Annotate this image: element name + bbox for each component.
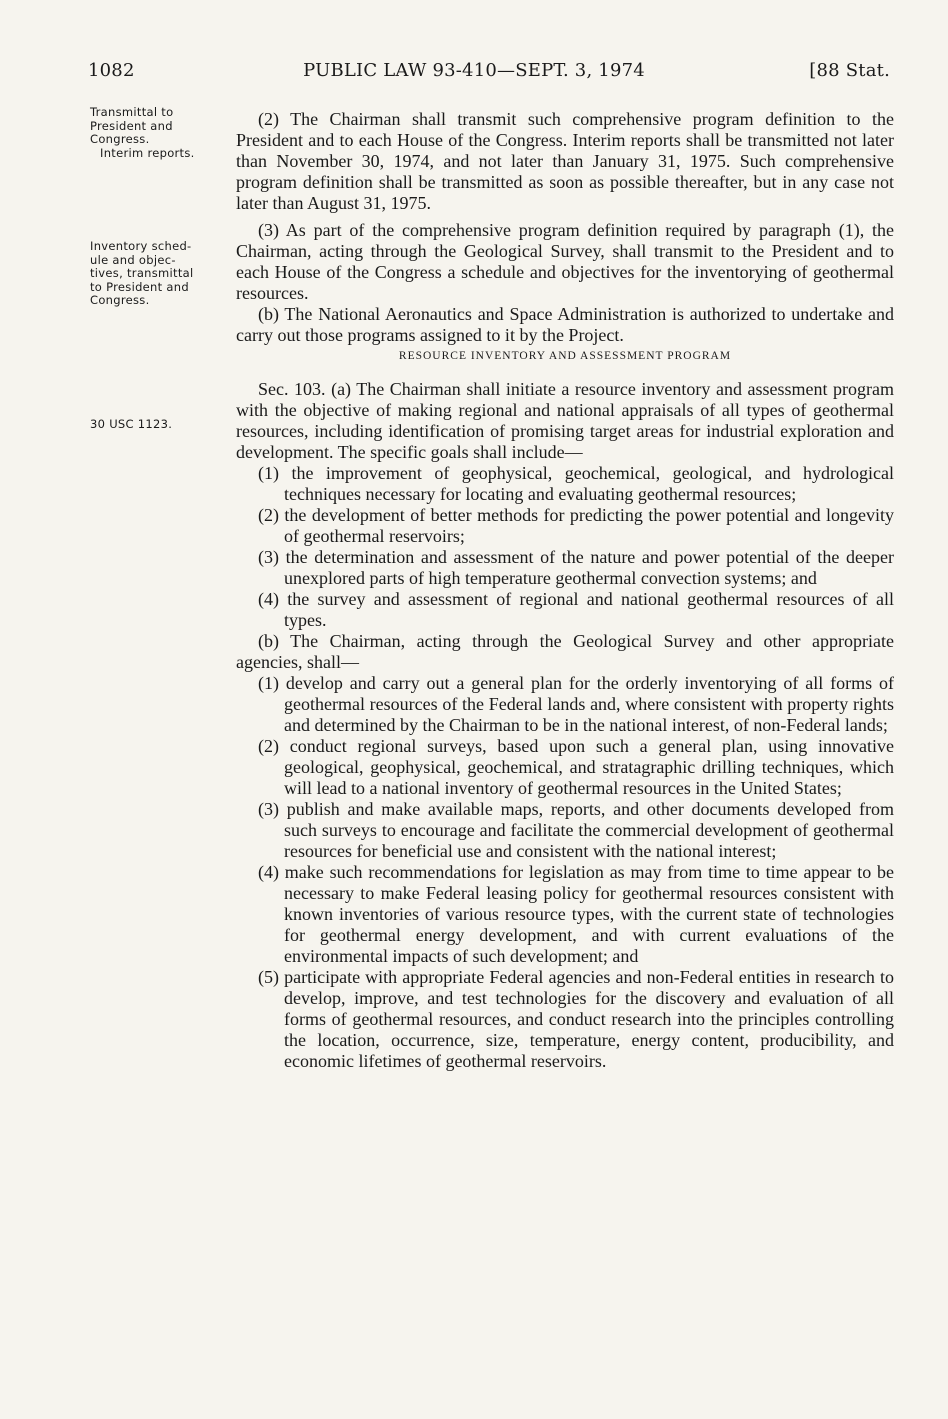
goal-item: (1) the improvement of geophysical, geochemical, geological, and hydrological techniques necessary for locating and evaluating geothermal resources; <box>258 463 894 504</box>
duty-item: (3) publish and make available maps, reports, and other documents developed from such surveys to encourage and facilitate the commercial development of geothermal resources for beneficial use and consistent with the national interest; <box>258 799 894 861</box>
statute-reference: [88 Stat. <box>809 60 890 81</box>
section-103-a: Sec. 103. (a) The Chairman shall initiate a resource inventory and assessment program with the objective of making regional and national appraisals of all types of geothermal resources, including identification of promising target areas for industrial exploration and development. The specific goals shall include— <box>236 379 894 462</box>
goal-item: (4) the survey and assessment of regional and national geothermal resources of all types. <box>258 589 894 630</box>
goal-item: (2) the development of better methods for predicting the power potential and longevity of geothermal reservoirs; <box>258 505 894 546</box>
margin-note-line: Congress. <box>90 293 150 307</box>
margin-note-line: Congress. <box>90 132 150 146</box>
margin-note-line: Inventory sched- <box>90 239 192 253</box>
margin-note-usc <box>90 418 220 432</box>
running-title: PUBLIC LAW 93-410—SEPT. 3, 1974 <box>303 60 645 81</box>
paragraph-2: (2) The Chairman shall transmit such comprehensive program definition to the President and to each House of the Congress. Interim reports shall be transmitted not later than November 30, 1974, and not later than January 31, 1975. Such comprehensive program definition shall be transmitted as soon as possible thereafter, but in any case not later than August 31, 1975. <box>236 109 894 213</box>
paragraph-b: (b) The National Aeronautics and Space Administration is authorized to undertake and carry out those programs assigned to it by the Project. <box>236 304 894 345</box>
section-103-b: (b) The Chairman, acting through the Geological Survey and other appropriate agencies, shall— <box>236 631 894 672</box>
margin-note-line: Interim reports. <box>100 145 195 160</box>
duty-item: (1) develop and carry out a general plan for the orderly inventorying of all forms of geothermal resources of the Federal lands and, where consistent with property rights and determined by the Chairman to be in the national interest, of non-Federal lands; <box>258 673 894 735</box>
duty-item: (2) conduct regional surveys, based upon such a general plan, using innovative geological, geophysical, geochemical, and stratagraphic drilling techniques, which will lead to a national inventory of geothermal resources in the United States; <box>258 736 894 798</box>
duty-item: (4) make such recommendations for legislation as may from time to time appear to be necessary to make Federal leasing policy for geothermal resources consistent with known inventories of various resource types, with the current state of technologies for geothermal energy development, and with current evaluations of the environmental impacts of such development; and <box>258 862 894 966</box>
margin-note-transmittal <box>90 106 220 160</box>
margin-note-inventory <box>90 240 220 308</box>
paragraph-3: (3) As part of the comprehensive program definition required by paragraph (1), the Chairman, acting through the Geological Survey, shall transmit to the President and to each House of the Congress a schedule and objectives for the inventorying of geothermal resources. <box>236 220 894 303</box>
goal-item: (3) the determination and assessment of the nature and power potential of the deeper unexplored parts of high temperature geothermal convection systems; and <box>258 547 894 588</box>
body-text <box>236 109 894 1072</box>
margin-note-line: ule and objec- <box>90 252 176 267</box>
margin-note-line: President and <box>90 118 173 133</box>
margin-note-line: 30 USC 1123. <box>90 417 173 431</box>
margin-note-line: tives, transmittal <box>90 266 194 280</box>
section-heading: RESOURCE INVENTORY AND ASSESSMENT PROGRAM <box>398 350 732 362</box>
margin-note-line: to President and <box>90 279 189 294</box>
margin-note-line: Transmittal to <box>90 105 174 119</box>
duty-item: (5) participate with appropriate Federal agencies and non-Federal entities in research to develop, improve, and test technologies for the discovery and evaluation of all forms of geothermal resources, and conduct research into the principles controlling the location, occurrence, size, temperature, energy content, producibility, and economic lifetimes of geothermal reservoirs. <box>258 967 894 1071</box>
page-number: 1082 <box>88 60 135 81</box>
